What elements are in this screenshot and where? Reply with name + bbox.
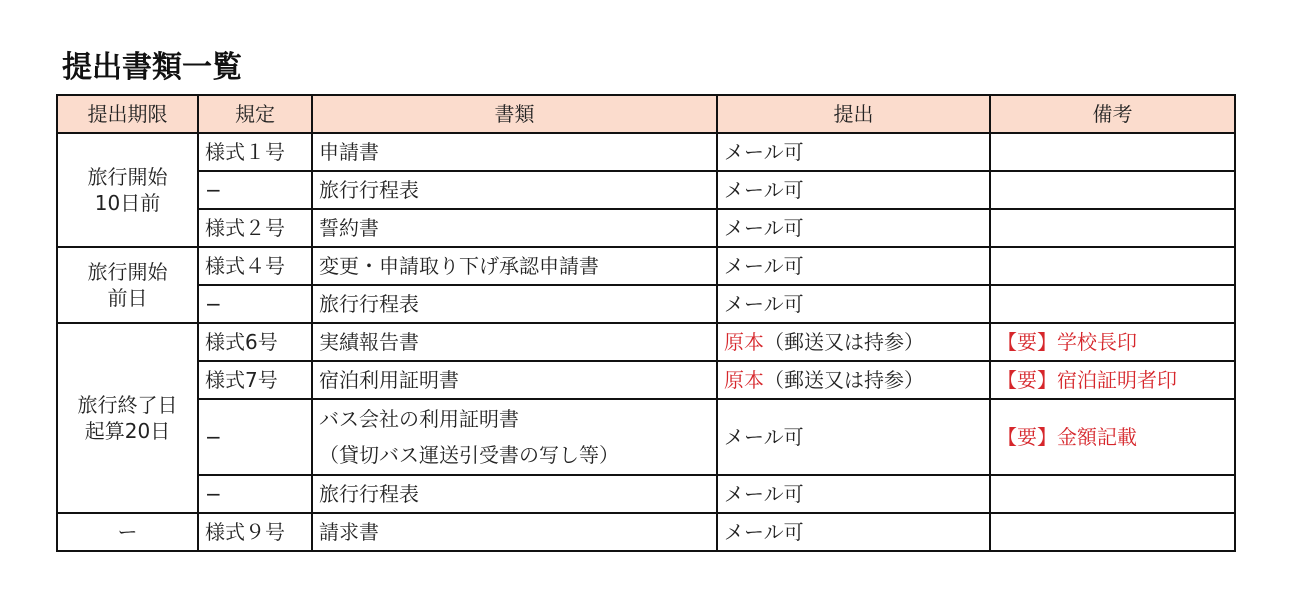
rule-cell: 様式6号 <box>198 323 312 361</box>
remarks-cell <box>990 247 1235 285</box>
submission-text: メール可 <box>724 254 804 278</box>
table-row <box>57 247 1235 285</box>
remarks-cell <box>990 133 1235 171</box>
document-cell <box>312 399 717 475</box>
submission-text: メール可 <box>724 520 804 544</box>
submission-text: メール可 <box>724 425 804 449</box>
document-cell: 変更・申請取り下げ承認申請書 <box>312 247 717 285</box>
table-row <box>57 209 1235 247</box>
remarks-cell: 【要】学校長印 <box>990 323 1235 361</box>
document-cell: 旅行行程表 <box>312 475 717 513</box>
submission-cell <box>717 209 990 247</box>
submission-cell <box>717 247 990 285</box>
document-cell: 請求書 <box>312 513 717 551</box>
remarks-cell <box>990 475 1235 513</box>
document-cell: 宿泊利用証明書 <box>312 361 717 399</box>
original-label: 原本 <box>724 368 764 392</box>
deadline-cell <box>57 133 198 247</box>
document-cell: 旅行行程表 <box>312 285 717 323</box>
header-rule: 規定 <box>198 95 312 133</box>
document-cell: 実績報告書 <box>312 323 717 361</box>
submission-cell <box>717 133 990 171</box>
submission-cell <box>717 323 990 361</box>
submission-cell <box>717 361 990 399</box>
document-cell: 誓約書 <box>312 209 717 247</box>
rule-cell: 様式7号 <box>198 361 312 399</box>
submission-text: メール可 <box>724 292 804 316</box>
deadline-line: 旅行終了日 <box>77 393 178 417</box>
original-label: 原本 <box>724 330 764 354</box>
deadline-line: 前日 <box>107 286 148 310</box>
header-submission: 提出 <box>717 95 990 133</box>
documents-table <box>56 94 1236 552</box>
deadline-line: 旅行開始 <box>87 165 168 189</box>
submission-text: （郵送又は持参） <box>764 368 924 392</box>
page-title: 提出書類一覧 <box>62 50 242 85</box>
rule-cell: − <box>198 171 312 209</box>
table-row <box>57 361 1235 399</box>
header-document: 書類 <box>312 95 717 133</box>
remarks-cell: 【要】金額記載 <box>990 399 1235 475</box>
rule-cell: 様式１号 <box>198 133 312 171</box>
rule-cell: − <box>198 285 312 323</box>
submission-text: メール可 <box>724 482 804 506</box>
header-deadline: 提出期限 <box>57 95 198 133</box>
submission-cell <box>717 513 990 551</box>
document-line: バス会社の利用証明書 <box>319 407 519 431</box>
submission-cell <box>717 171 990 209</box>
table-row <box>57 285 1235 323</box>
document-cell: 旅行行程表 <box>312 171 717 209</box>
submission-cell <box>717 285 990 323</box>
remarks-cell <box>990 285 1235 323</box>
rule-cell: − <box>198 475 312 513</box>
rule-cell: 様式９号 <box>198 513 312 551</box>
deadline-cell: ー <box>57 513 198 551</box>
deadline-line: 旅行開始 <box>87 260 168 284</box>
deadline-cell <box>57 323 198 513</box>
submission-cell <box>717 399 990 475</box>
deadline-line: 10日前 <box>94 191 161 215</box>
submission-text: メール可 <box>724 216 804 240</box>
table-row <box>57 513 1235 551</box>
submission-cell <box>717 475 990 513</box>
submission-text: （郵送又は持参） <box>764 330 924 354</box>
table-row <box>57 399 1235 475</box>
submission-text: メール可 <box>724 178 804 202</box>
table-row <box>57 133 1235 171</box>
deadline-cell <box>57 247 198 323</box>
submission-text: メール可 <box>724 140 804 164</box>
rule-cell: − <box>198 399 312 475</box>
table-row <box>57 323 1235 361</box>
table-row <box>57 171 1235 209</box>
header-remarks: 備考 <box>990 95 1235 133</box>
rule-cell: 様式２号 <box>198 209 312 247</box>
table-row <box>57 475 1235 513</box>
rule-cell: 様式４号 <box>198 247 312 285</box>
remarks-cell <box>990 209 1235 247</box>
remarks-cell: 【要】宿泊証明者印 <box>990 361 1235 399</box>
remarks-cell <box>990 171 1235 209</box>
deadline-line: 起算20日 <box>84 419 171 443</box>
table-header-row <box>57 95 1235 133</box>
document-line: （貸切バス運送引受書の写し等） <box>319 443 619 467</box>
document-cell: 申請書 <box>312 133 717 171</box>
remarks-cell <box>990 513 1235 551</box>
